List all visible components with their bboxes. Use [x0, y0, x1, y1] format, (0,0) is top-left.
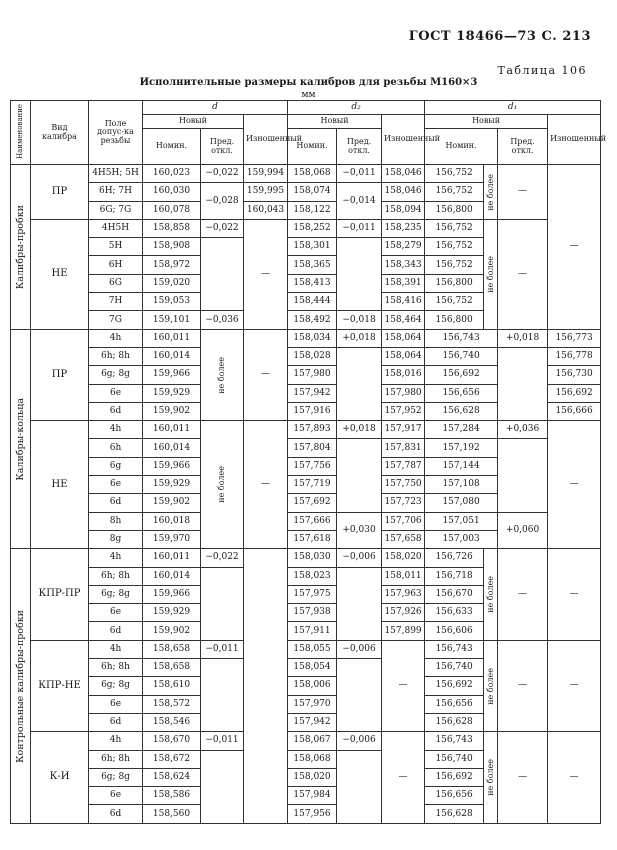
d1-ne-bolee	[484, 549, 498, 640]
d2-deviation: −0,011	[337, 165, 382, 183]
d-wear: 159,995	[244, 183, 288, 201]
d1-nominal: 157,108	[425, 476, 498, 494]
tolerance-field: 8h	[89, 512, 143, 530]
tolerance-field: 6g; 8g	[89, 366, 143, 384]
header-d1: d₁	[425, 101, 601, 115]
dimensions-table	[10, 100, 607, 824]
table-body	[11, 165, 601, 824]
d2-wear: 158,235	[382, 219, 425, 237]
d2-wear: 157,917	[382, 421, 425, 439]
d1-wear: 156,666	[548, 402, 601, 420]
gauge-type: КПР-ПР	[31, 549, 89, 640]
d1-deviation: —	[498, 549, 548, 640]
d1-nominal: 156,743	[425, 329, 498, 347]
gauge-type: НЕ	[31, 219, 89, 329]
section-label	[11, 549, 31, 823]
tolerance-field: 6h	[89, 439, 143, 457]
header-d2-nomin: Номин.	[288, 129, 337, 165]
table-number: Таблица 106	[497, 64, 587, 77]
tolerance-field: 6e	[89, 604, 143, 622]
d2-deviation: −0,006	[337, 640, 382, 658]
d1-ne-bolee	[484, 732, 498, 823]
d-nominal: 158,858	[143, 219, 201, 237]
d-deviation: −0,028	[201, 183, 244, 220]
d-nominal: 158,670	[143, 732, 201, 750]
header-d1-nomin: Номин.	[425, 129, 498, 165]
d2-wear: 157,952	[382, 402, 425, 420]
d-nominal: 159,970	[143, 530, 201, 548]
d-deviation	[201, 750, 244, 823]
d2-nominal: 158,301	[288, 238, 337, 256]
tolerance-field: 6d	[89, 494, 143, 512]
d1-deviation: —	[498, 165, 548, 220]
d1-deviation: +0,036	[498, 421, 548, 439]
d2-wear: 158,064	[382, 329, 425, 347]
d-deviation	[201, 567, 244, 640]
dimensions-table-wrapper	[10, 100, 607, 822]
d-deviation: −0,011	[201, 640, 244, 658]
d2-wear: 158,464	[382, 311, 425, 329]
d1-nominal: 156,800	[425, 274, 484, 292]
d1-nominal: 157,284	[425, 421, 498, 439]
d-nominal: 159,929	[143, 476, 201, 494]
tolerance-field: 6g	[89, 457, 143, 475]
d2-nominal: 157,916	[288, 402, 337, 420]
header-d-nomin: Номин.	[143, 129, 201, 165]
d-nominal: 158,610	[143, 677, 201, 695]
table-row	[11, 732, 601, 750]
d-nominal: 159,929	[143, 604, 201, 622]
d2-wear: 158,279	[382, 238, 425, 256]
d-deviation: −0,022	[201, 549, 244, 567]
header-d1-novyi: Новый	[425, 115, 548, 129]
d2-nominal: 158,055	[288, 640, 337, 658]
d2-nominal: 157,618	[288, 530, 337, 548]
d2-wear: 158,094	[382, 201, 425, 219]
section-label	[11, 329, 31, 549]
d2-nominal: 157,938	[288, 604, 337, 622]
d2-deviation: −0,011	[337, 219, 382, 237]
d1-nominal: 156,800	[425, 311, 484, 329]
d1-nominal: 157,051	[425, 512, 498, 530]
d-nominal: 160,014	[143, 347, 201, 365]
d1-wear: —	[548, 549, 601, 640]
d2-wear: 157,787	[382, 457, 425, 475]
d2-wear: 157,980	[382, 384, 425, 402]
gauge-type: КПР-НЕ	[31, 640, 89, 731]
d2-wear: 157,706	[382, 512, 425, 530]
d1-nominal: 156,633	[425, 604, 484, 622]
d2-nominal: 158,252	[288, 219, 337, 237]
d2-nominal: 158,006	[288, 677, 337, 695]
d-nominal: 158,658	[143, 659, 201, 677]
tolerance-field: 6g; 8g	[89, 585, 143, 603]
d2-nominal: 158,030	[288, 549, 337, 567]
d1-nominal: 157,192	[425, 439, 498, 457]
d2-nominal: 157,911	[288, 622, 337, 640]
header-pole-dopuska: Поле допус-ка резьбы	[89, 101, 143, 165]
header-d2-novyi: Новый	[288, 115, 382, 129]
table-row	[11, 512, 601, 530]
d-wear: 160,043	[244, 201, 288, 219]
table-row	[11, 347, 601, 365]
d1-nominal: 156,656	[425, 384, 498, 402]
gauge-type: К-И	[31, 732, 89, 823]
header-d2: d₂	[288, 101, 425, 115]
header-naimenovanie: Наименование	[11, 101, 31, 165]
d-wear: —	[244, 329, 288, 420]
ne-bolee-label: не более	[485, 667, 495, 705]
d2-wear: 158,416	[382, 293, 425, 311]
d-deviation: −0,022	[201, 219, 244, 237]
d2-nominal: 157,893	[288, 421, 337, 439]
d1-nominal: 156,752	[425, 165, 484, 183]
d-nominal: 160,078	[143, 201, 201, 219]
table-row	[11, 165, 601, 183]
tolerance-field: 4H5H; 5H	[89, 165, 143, 183]
tolerance-field: 6H	[89, 256, 143, 274]
tolerance-field: 5H	[89, 238, 143, 256]
d1-deviation	[498, 439, 548, 512]
ne-bolee-label: не более	[217, 356, 226, 394]
header-d2-iznosh: Изношенный	[382, 115, 425, 165]
d2-wear: 157,658	[382, 530, 425, 548]
d2-deviation: −0,006	[337, 732, 382, 750]
d1-wear: 156,692	[548, 384, 601, 402]
d-wear: —	[244, 421, 288, 549]
d2-nominal: 158,034	[288, 329, 337, 347]
d-nominal: 158,908	[143, 238, 201, 256]
d1-deviation: —	[498, 640, 548, 731]
d2-wear: 158,343	[382, 256, 425, 274]
tolerance-field: 6e	[89, 384, 143, 402]
d2-nominal: 157,719	[288, 476, 337, 494]
d2-nominal: 158,365	[288, 256, 337, 274]
d2-deviation: −0,006	[337, 549, 382, 567]
d2-nominal: 157,804	[288, 439, 337, 457]
tolerance-field: 8g	[89, 530, 143, 548]
d1-deviation: —	[498, 219, 548, 329]
tolerance-field: 4h	[89, 329, 143, 347]
tolerance-field: 6e	[89, 476, 143, 494]
d-ne-bolee	[201, 421, 244, 549]
d1-nominal: 156,740	[425, 659, 484, 677]
table-row	[11, 640, 601, 658]
ne-bolee-label: не более	[217, 466, 226, 504]
d1-wear: —	[548, 732, 601, 823]
d1-ne-bolee	[484, 165, 498, 220]
d1-ne-bolee	[484, 219, 498, 329]
d2-wear: 158,011	[382, 567, 425, 585]
d1-nominal: 156,670	[425, 585, 484, 603]
d-nominal: 158,972	[143, 256, 201, 274]
d2-deviation: +0,018	[337, 421, 382, 439]
tolerance-field: 6h; 8h	[89, 567, 143, 585]
d-nominal: 159,966	[143, 366, 201, 384]
d2-nominal: 158,020	[288, 768, 337, 786]
d2-nominal: 158,068	[288, 165, 337, 183]
tolerance-field: 4h	[89, 421, 143, 439]
section-label	[11, 165, 31, 330]
ne-bolee-label: не более	[485, 759, 495, 796]
header-d1-pred: Пред. откл.	[498, 129, 548, 165]
tolerance-field: 6G	[89, 274, 143, 292]
d-nominal: 159,053	[143, 293, 201, 311]
d1-ne-bolee	[484, 640, 498, 731]
d1-deviation	[498, 347, 548, 420]
d2-nominal: 158,054	[288, 659, 337, 677]
table-row	[11, 439, 601, 457]
d1-nominal: 156,752	[425, 256, 484, 274]
tolerance-field: 6H; 7H	[89, 183, 143, 201]
d1-wear: 156,773	[548, 329, 601, 347]
gauge-type: НЕ	[31, 421, 89, 549]
header-d-pred: Пред. откл.	[201, 129, 244, 165]
d1-wear: 156,778	[548, 347, 601, 365]
d1-nominal: 156,740	[425, 347, 498, 365]
d-deviation: −0,036	[201, 311, 244, 329]
d2-deviation	[337, 238, 382, 311]
d-deviation: −0,011	[201, 732, 244, 750]
d2-deviation	[337, 750, 382, 823]
d-nominal: 160,018	[143, 512, 201, 530]
d2-wear: —	[382, 732, 425, 823]
tolerance-field: 6d	[89, 622, 143, 640]
d1-wear: —	[548, 640, 601, 731]
tolerance-field: 6h; 8h	[89, 659, 143, 677]
gauge-type: ПР	[31, 329, 89, 420]
d1-nominal: 156,752	[425, 183, 484, 201]
header-d-iznosh: Изношенный	[244, 115, 288, 165]
table-row	[11, 329, 601, 347]
d1-nominal: 156,752	[425, 293, 484, 311]
tolerance-field: 6g; 8g	[89, 677, 143, 695]
d2-nominal: 157,980	[288, 366, 337, 384]
d2-wear: 158,020	[382, 549, 425, 567]
d2-wear: —	[382, 640, 425, 731]
d-deviation	[201, 659, 244, 732]
tolerance-field: 4H5H	[89, 219, 143, 237]
d2-nominal: 157,666	[288, 512, 337, 530]
gauge-type: ПР	[31, 165, 89, 220]
d1-deviation: +0,018	[498, 329, 548, 347]
d-nominal: 159,020	[143, 274, 201, 292]
d1-nominal: 156,628	[425, 713, 484, 731]
d-nominal: 159,966	[143, 457, 201, 475]
d-nominal: 159,902	[143, 622, 201, 640]
d2-deviation	[337, 567, 382, 640]
d2-nominal: 157,756	[288, 457, 337, 475]
d2-deviation	[337, 347, 382, 420]
d-nominal: 159,902	[143, 494, 201, 512]
d1-nominal: 156,628	[425, 402, 498, 420]
d1-nominal: 156,692	[425, 677, 484, 695]
table-row	[11, 549, 601, 567]
header-d1-iznosh: Изношенный	[548, 115, 601, 165]
d2-nominal: 158,074	[288, 183, 337, 201]
table-unit: мм	[301, 90, 316, 100]
d-deviation: −0,022	[201, 165, 244, 183]
d2-wear: 157,723	[382, 494, 425, 512]
d-ne-bolee	[201, 329, 244, 420]
d2-wear: 158,046	[382, 165, 425, 183]
d2-wear: 158,391	[382, 274, 425, 292]
d-nominal: 158,672	[143, 750, 201, 768]
tolerance-field: 7H	[89, 293, 143, 311]
ne-bolee-label: не более	[485, 255, 495, 293]
tolerance-field: 6g; 8g	[89, 768, 143, 786]
d2-wear: 158,064	[382, 347, 425, 365]
ne-bolee-label: не более	[485, 173, 495, 211]
d-nominal: 160,011	[143, 421, 201, 439]
header-d2-pred: Пред. откл.	[337, 129, 382, 165]
tolerance-field: 4h	[89, 549, 143, 567]
d2-nominal: 157,984	[288, 787, 337, 805]
d2-wear: 157,899	[382, 622, 425, 640]
d1-wear: 156,730	[548, 366, 601, 384]
d2-nominal: 158,067	[288, 732, 337, 750]
d1-nominal: 156,743	[425, 732, 484, 750]
d1-nominal: 156,752	[425, 219, 484, 237]
d2-nominal: 158,413	[288, 274, 337, 292]
d-nominal: 158,560	[143, 805, 201, 823]
d1-nominal: 156,656	[425, 787, 484, 805]
d2-wear: 158,016	[382, 366, 425, 384]
tolerance-field: 6d	[89, 805, 143, 823]
d-nominal: 160,014	[143, 567, 201, 585]
d1-nominal: 156,752	[425, 238, 484, 256]
d1-nominal: 156,656	[425, 695, 484, 713]
d2-nominal: 158,492	[288, 311, 337, 329]
d-nominal: 160,023	[143, 165, 201, 183]
d1-nominal: 156,606	[425, 622, 484, 640]
d-nominal: 158,624	[143, 768, 201, 786]
d1-nominal: 156,743	[425, 640, 484, 658]
d-deviation	[201, 238, 244, 311]
d-nominal: 158,572	[143, 695, 201, 713]
header-vid-kalibra: Вид калибра	[31, 101, 89, 165]
d1-deviation: —	[498, 732, 548, 823]
d2-nominal: 157,956	[288, 805, 337, 823]
d2-nominal: 158,444	[288, 293, 337, 311]
d2-deviation: −0,018	[337, 311, 382, 329]
ne-bolee-label: не более	[485, 576, 495, 613]
table-row	[11, 219, 601, 237]
section-title: Калибры-пробки	[14, 204, 26, 289]
tolerance-field: 4h	[89, 732, 143, 750]
d-nominal: 158,658	[143, 640, 201, 658]
d1-nominal: 157,003	[425, 530, 498, 548]
d1-nominal: 157,080	[425, 494, 498, 512]
d-nominal: 160,014	[143, 439, 201, 457]
d-nominal: 159,929	[143, 384, 201, 402]
d-wear: 159,994	[244, 165, 288, 183]
d1-nominal: 156,800	[425, 201, 484, 219]
section-title: Контрольные калибры-пробки	[14, 609, 26, 763]
tolerance-field: 6G; 7G	[89, 201, 143, 219]
d-nominal: 160,011	[143, 549, 201, 567]
d2-wear: 157,963	[382, 585, 425, 603]
table-row	[11, 421, 601, 439]
d1-nominal: 157,144	[425, 457, 498, 475]
d1-nominal: 156,692	[425, 366, 498, 384]
d2-nominal: 157,970	[288, 695, 337, 713]
page-header: ГОСТ 18466—73 С. 213	[408, 29, 591, 44]
d2-deviation: +0,018	[337, 329, 382, 347]
d2-nominal: 158,028	[288, 347, 337, 365]
d2-wear: 157,926	[382, 604, 425, 622]
d2-wear: 158,046	[382, 183, 425, 201]
table-title: Исполнительные размеры калибров для резьбы M160×3	[139, 77, 478, 88]
d2-deviation: +0,030	[337, 512, 382, 549]
d2-deviation	[337, 659, 382, 732]
tolerance-field: 7G	[89, 311, 143, 329]
d-wear: —	[244, 219, 288, 329]
d1-wear: —	[548, 165, 601, 330]
d-nominal: 158,586	[143, 787, 201, 805]
d1-nominal: 156,718	[425, 567, 484, 585]
tolerance-field: 6d	[89, 402, 143, 420]
d-nominal: 160,011	[143, 329, 201, 347]
d2-deviation	[337, 439, 382, 512]
tolerance-field: 6d	[89, 713, 143, 731]
d1-nominal: 156,726	[425, 549, 484, 567]
d2-nominal: 158,023	[288, 567, 337, 585]
d-nominal: 159,966	[143, 585, 201, 603]
d2-wear: 157,750	[382, 476, 425, 494]
d2-nominal: 158,068	[288, 750, 337, 768]
tolerance-field: 6e	[89, 695, 143, 713]
d2-nominal: 158,122	[288, 201, 337, 219]
tolerance-field: 6h; 8h	[89, 750, 143, 768]
d2-nominal: 157,942	[288, 713, 337, 731]
d-wear	[244, 549, 288, 823]
d2-nominal: 157,942	[288, 384, 337, 402]
d-nominal: 160,030	[143, 183, 201, 201]
d2-nominal: 157,692	[288, 494, 337, 512]
d-nominal: 159,902	[143, 402, 201, 420]
d1-nominal: 156,692	[425, 768, 484, 786]
tolerance-field: 4h	[89, 640, 143, 658]
d2-nominal: 157,975	[288, 585, 337, 603]
d2-deviation: −0,014	[337, 183, 382, 220]
d1-wear: —	[548, 421, 601, 549]
d1-nominal: 156,628	[425, 805, 484, 823]
header-d-novyi: Новый	[143, 115, 244, 129]
tolerance-field: 6e	[89, 787, 143, 805]
d1-nominal: 156,740	[425, 750, 484, 768]
d2-wear: 157,831	[382, 439, 425, 457]
section-title: Калибры-кольца	[14, 397, 26, 481]
tolerance-field: 6h; 8h	[89, 347, 143, 365]
d-nominal: 159,101	[143, 311, 201, 329]
d1-deviation: +0,060	[498, 512, 548, 549]
d-nominal: 158,546	[143, 713, 201, 731]
header-d: d	[143, 101, 288, 115]
